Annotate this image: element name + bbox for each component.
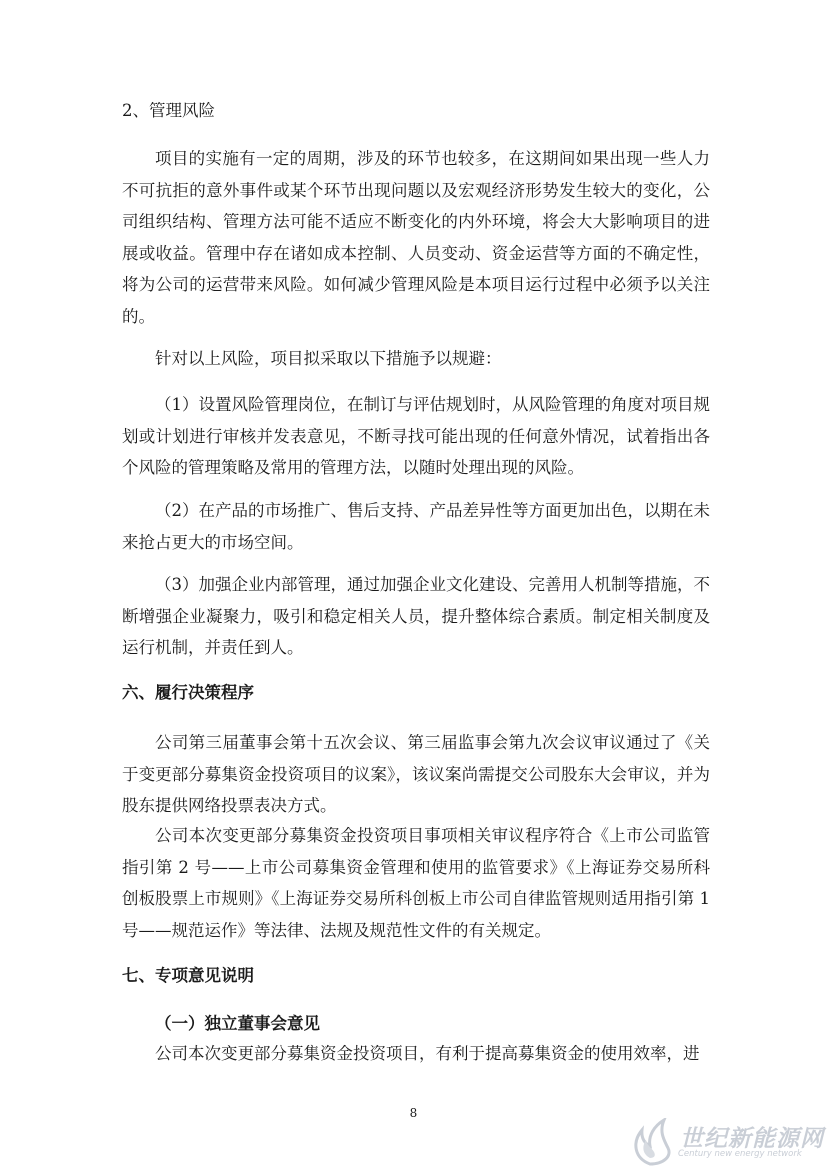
sub-heading-independent-directors: （一）独立董事会意见: [155, 1014, 320, 1033]
section-heading-special-opinions: 七、专项意见说明: [122, 966, 254, 985]
watermark-subtext: Century new energy network: [678, 1149, 802, 1159]
paragraph-management-risk: 项目的实施有一定的周期，涉及的环节也较多，在这期间如果出现一些人力不可抗拒的意外事件或某个环节出现问题以及宏观经济形势发生较大的变化，公司组织结构、管理方法可能不适应不断变化的内外环境，将会大大影响项目的进展或收益。管理中存在诸如成本控制、人员变动、资金运营等方面的不确定性，将为公司的运营带来风险。如何减少管理风险是本项目运行过程中必须予以关注的。: [122, 149, 710, 326]
section-heading-decision-procedure: 六、履行决策程序: [122, 683, 254, 702]
paragraph-measure-1: （1）设置风险管理岗位，在制订与评估规划时，从风险管理的角度对项目规划或计划进行审核并发表意见，不断寻找可能出现的任何意外情况，试着指出各个风险的管理策略及常用的管理方法，以随时处理出现的风险。: [122, 395, 710, 477]
paragraph-independent-directors-opinion: 公司本次变更部分募集资金投资项目，有利于提高募集资金的使用效率，进: [155, 1044, 700, 1063]
paragraph-compliance: 公司本次变更部分募集资金投资项目事项相关审议程序符合《上市公司监管指引第 2 号——上市公司募集资金管理和使用的监管要求》《上海证券交易所科创板股票上市规则》《上海证券交易所科创板上市公司自律监管规则适用指引第 1 号——规范运作》等法律、法规及规范性文件的有关规定。: [122, 826, 710, 940]
paragraph-measure-3: （3）加强企业内部管理，通过加强企业文化建设、完善用人机制等措施，不断增强企业凝聚力，吸引和稳定相关人员，提升整体综合素质。制定相关制度及运行机制，并责任到人。: [122, 575, 710, 657]
paragraph-measure-2: （2）在产品的市场推广、售后支持、产品差异性等方面更加出色，以期在未来抢占更大的市场空间。: [122, 501, 710, 552]
flame-logo-icon: [628, 1118, 678, 1166]
paragraph-board-approval: 公司第三届董事会第十五次会议、第三届监事会第九次会议审议通过了《关于变更部分募集资金投资项目的议案》，该议案尚需提交公司股东大会审议，并为股东提供网络投票表决方式。: [122, 733, 710, 815]
section-heading-management-risk: 2、管理风险: [122, 101, 215, 120]
watermark-text: 世纪新能源网: [680, 1126, 824, 1152]
page-number: 8: [409, 1106, 418, 1120]
watermark-logo: [628, 1118, 824, 1166]
paragraph-measures-intro: 针对以上风险，项目拟采取以下措施予以规避：: [155, 349, 502, 368]
